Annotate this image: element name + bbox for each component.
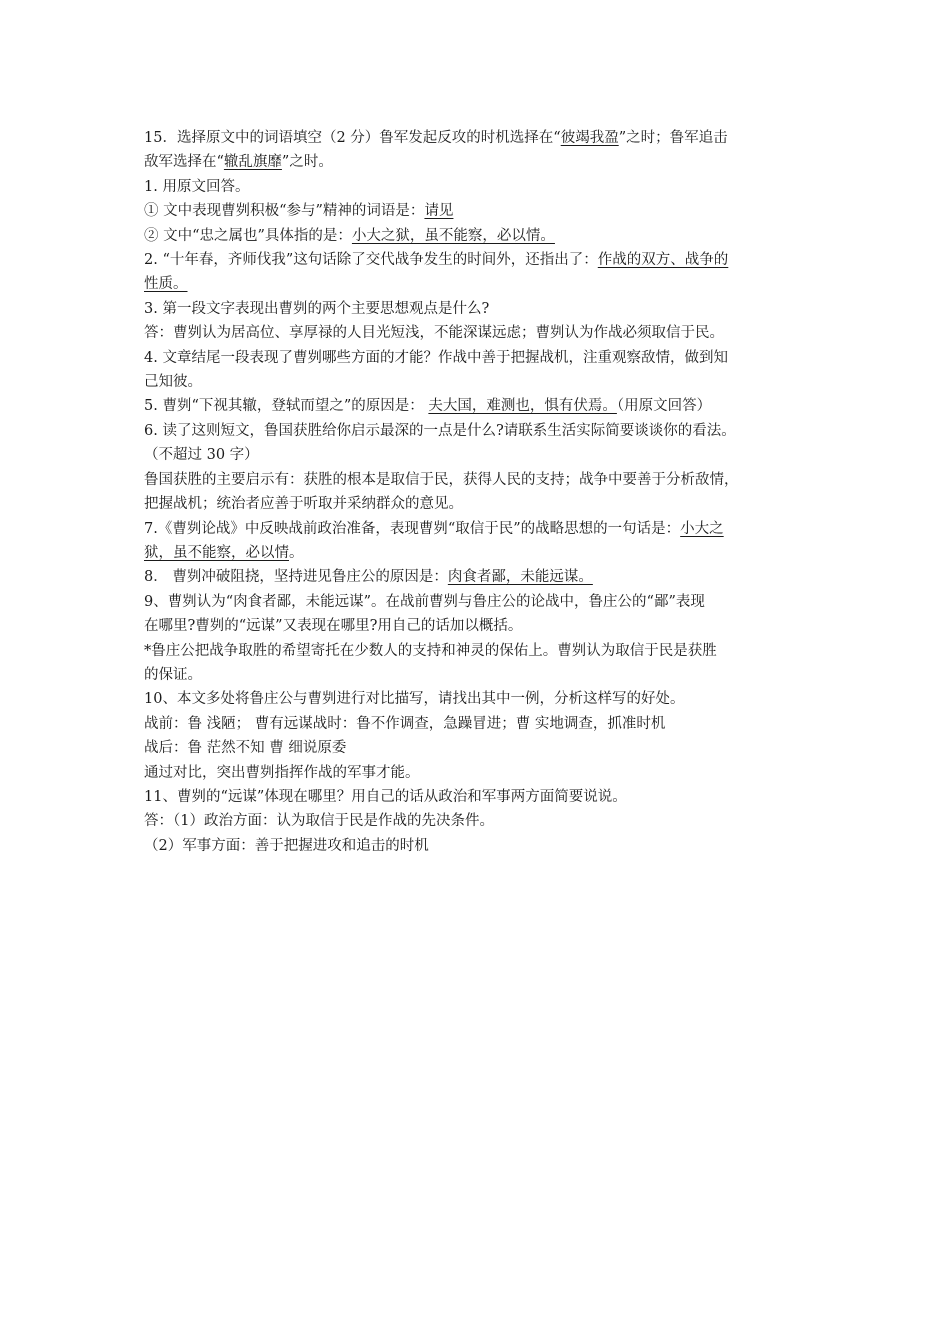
text-segment: ”之时；鲁军追击 — [618, 130, 728, 146]
text-line — [144, 834, 808, 858]
text-line — [144, 785, 808, 809]
text-segment: 10、本文多处将鲁庄公与曹刿进行对比描写，请找出其中一例，分析这样写的好处。 — [144, 691, 685, 708]
text-segment: 2. “十年春，齐师伐我”这句话除了交代战争发生的时间外，还指出了： — [144, 252, 598, 269]
text-segment: ② 文中“忠之属也”具体指的是： — [144, 227, 352, 244]
underlined-answer: 作战的双方、战争的 — [597, 252, 729, 269]
text-line — [144, 126, 808, 150]
text-line — [144, 443, 808, 467]
text-segment: 6. 读了这则短文，鲁国获胜给你启示最深的一点是什么?请联系生活实际简要谈谈你的看法。 — [144, 422, 736, 439]
text-line — [144, 150, 808, 174]
text-segment: ① 文中表现曹刿积极“参与”精神的词语是： — [144, 203, 425, 220]
text-segment: 5. 曹刿“下视其辙，登轼而望之”的原因是： — [144, 398, 429, 415]
text-segment: 11、曹刿的“远谋”体现在哪里？用自己的话从政治和军事两方面简要说说。 — [144, 788, 627, 805]
text-segment: 鲁国获胜的主要启示有：获胜的根本是取信于民，获得人民的支持；战争中要善于分析敌情， — [144, 471, 739, 488]
underlined-answer: 肉食者鄙，未能远谋。 — [447, 569, 593, 586]
text-segment: 8． 曹刿冲破阻挠，坚持进见鲁庄公的原因是： — [144, 569, 448, 586]
underlined-answer: 请见 — [424, 203, 454, 220]
text-line — [144, 321, 808, 345]
text-segment: 答：曹刿认为居高位、享厚禄的人目光短浅，不能深谋远虑；曹刿认为作战必须取信于民。 — [144, 325, 724, 342]
text-segment: 己知彼。 — [144, 374, 202, 391]
underlined-answer: 性质。 — [144, 276, 188, 293]
underlined-answer: 辙乱旗靡 — [223, 154, 282, 171]
text-line — [144, 517, 808, 541]
text-segment: 9、曹刿认为“肉食者鄙，未能远谋”。在战前曹刿与鲁庄公的论战中，鲁庄公的“鄙”表现 — [144, 593, 705, 610]
text-segment: （不超过 30 字） — [144, 447, 259, 464]
underlined-answer: 夫大国，难测也，惧有伏焉。 — [428, 398, 617, 415]
text-segment: （2）军事方面：善于把握进攻和追击的时机 — [144, 837, 429, 854]
text-line — [144, 346, 808, 370]
text-line — [144, 297, 808, 321]
text-segment: 通过对比，突出曹刿指挥作战的军事才能。 — [144, 764, 420, 781]
underlined-answer: 狱，虽不能察，必以情 — [144, 544, 289, 561]
text-segment: *鲁庄公把战争取胜的希望寄托在少数人的支持和神灵的保佑上。曹刿认为取信于民是获胜 — [144, 642, 717, 659]
text-line — [144, 394, 808, 418]
text-line — [144, 590, 808, 614]
text-segment: 15．选择原文中的词语填空（2 分）鲁军发起反攻的时机选择在“ — [144, 130, 561, 146]
text-segment: ”之时。 — [281, 154, 333, 171]
text-line — [144, 199, 808, 223]
text-line — [144, 687, 808, 711]
text-line — [144, 419, 808, 443]
underlined-answer: 小大之 — [680, 520, 724, 537]
text-line — [144, 639, 808, 663]
text-segment: （用原文回答） — [616, 398, 712, 415]
text-line — [144, 370, 808, 394]
text-line — [144, 712, 808, 736]
text-line — [144, 224, 808, 248]
text-segment: 战前：鲁 浅陋； 曹有远谋战时：鲁不作调查，急躁冒进；曹 实地调查，抓准时机 — [144, 715, 666, 732]
text-segment: 的保证。 — [144, 666, 202, 683]
underlined-answer: 小大之狱，虽不能察，必以情。 — [351, 227, 555, 244]
text-segment: 3. 第一段文字表现出曹刿的两个主要思想观点是什么? — [144, 300, 490, 317]
document-page — [144, 126, 808, 858]
text-segment: 敌军选择在“ — [144, 154, 224, 171]
text-segment: 答：（1）政治方面：认为取信于民是作战的先决条件。 — [144, 813, 494, 830]
text-line — [144, 248, 808, 272]
text-line — [144, 272, 808, 296]
text-segment: 4. 文章结尾一段表现了曹刿哪些方面的才能？作战中善于把握战机，注重观察敌情，做到知 — [144, 349, 728, 366]
text-line — [144, 541, 808, 565]
text-line — [144, 761, 808, 785]
text-line — [144, 736, 808, 760]
text-line — [144, 492, 808, 516]
text-segment: 战后：鲁 茫然不知 曹 细说原委 — [144, 740, 347, 757]
text-line — [144, 614, 808, 638]
text-line — [144, 175, 808, 199]
text-segment: 。 — [289, 544, 304, 561]
text-line — [144, 663, 808, 687]
text-line — [144, 565, 808, 589]
text-segment: 把握战机；统治者应善于听取并采纳群众的意见。 — [144, 496, 463, 513]
text-segment: 在哪里?曹刿的“远谋”又表现在哪里?用自己的话加以概括。 — [144, 618, 523, 635]
text-line — [144, 468, 808, 492]
text-line — [144, 809, 808, 833]
text-segment: 7.《曹刿论战》中反映战前政治准备，表现曹刿“取信于民”的战略思想的一句话是： — [144, 520, 681, 537]
underlined-answer: 彼竭我盈 — [560, 130, 619, 146]
text-segment: 1. 用原文回答。 — [144, 178, 250, 195]
